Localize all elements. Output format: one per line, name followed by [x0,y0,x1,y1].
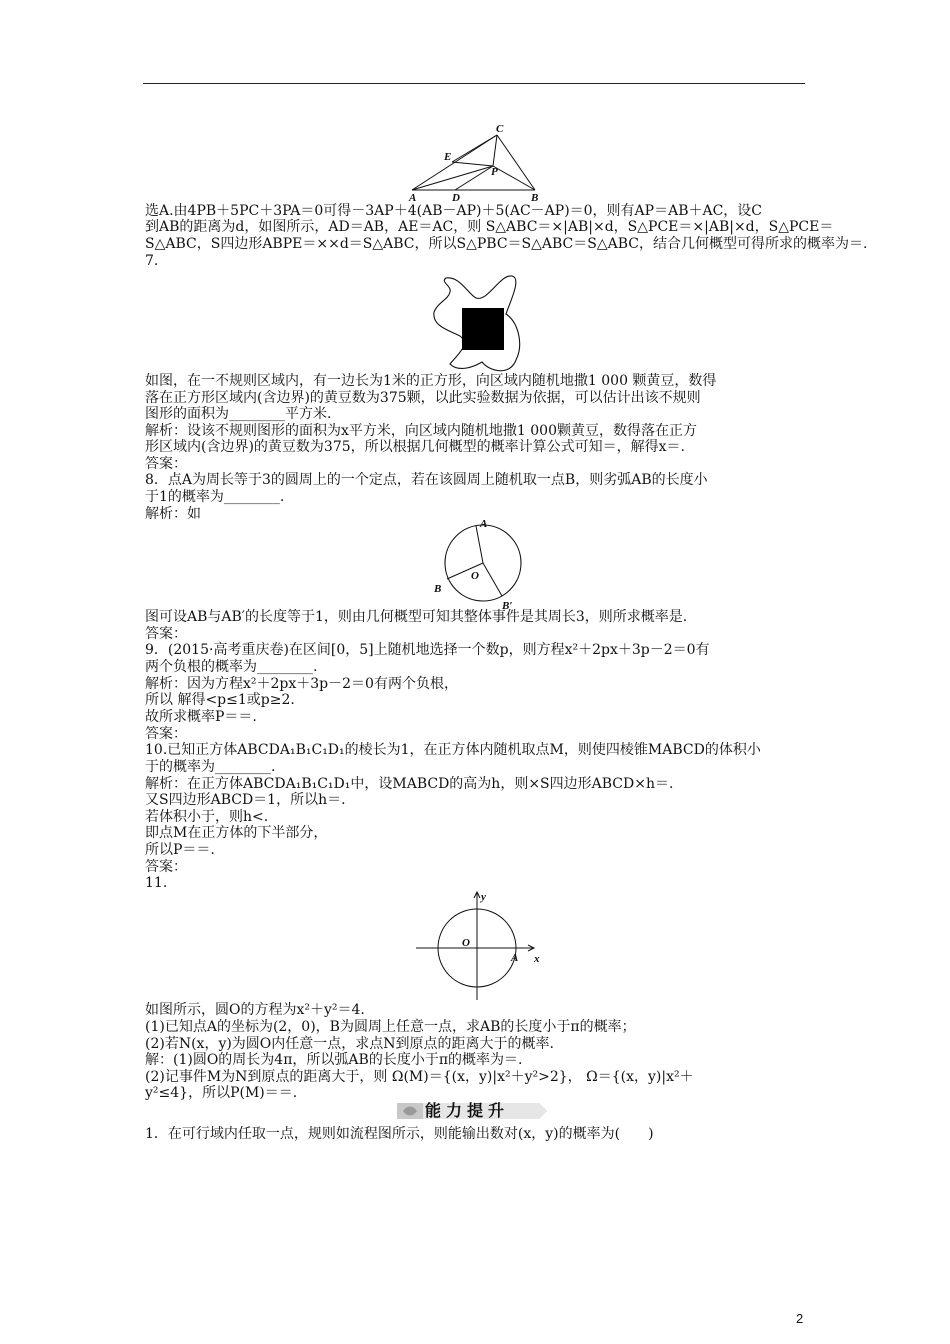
text-line: 1．在可行域内任取一点，规则如流程图所示，则能输出数对(x，y)的概率为( ) [145,1126,654,1142]
circle8-label-b: B [434,583,442,595]
text-line: y²≤4}，所以P(M)＝＝. [145,1085,298,1101]
circle8-label-b-prime: B′ [502,600,513,612]
circle11-label-o: O [462,937,470,949]
text-line: 如图所示，圆O的方程为x²＋y²＝4. [145,1002,365,1018]
text-line: (2)记事件M为N到原点的距离大于，则 Ω(M)＝{(x，y)|x²＋y²>2}， Ω＝{(x，y)|x²＋ [145,1069,694,1085]
text-line: 于1的概率为________. [145,489,285,505]
text-line: 若体积小于，则h<. [145,809,269,825]
circle8-label-o: O [471,570,479,582]
text-line: 解析：设该不规则图形的面积为x平方米，向区域内随机地撒1 000颗黄豆，数得落在正方 [145,423,697,439]
circle11-label-a: A [511,952,519,964]
text-line: 解析：如 [145,506,201,522]
text-line: 故所求概率P＝＝. [145,709,257,725]
text-line: 如图，在一不规则区域内，有一边长为1米的正方形，向区域内随机地撒1 000 颗黄豆，数得 [145,373,717,389]
triangle-label-c: C [496,123,504,135]
text-line: 解：(1)圆O的周长为4π，所以弧AB的长度小于π的概率为＝. [145,1052,523,1068]
text-line: (1)已知点A的坐标为(2，0)，B为圆周上任意一点，求AB的长度小于π的概率； [145,1019,636,1035]
circle-axes-figure-problem-11 [410,888,545,1003]
text-line: 图可设AB与AB′的长度等于1，则由几何概型可知其整体事件是其周长3，则所求概率是. [145,609,688,625]
text-line: 解析：在正方体ABCDA₁B₁C₁D₁中，设MABCD的高为h，则×S四边形ABCD×h＝. [145,776,674,792]
triangle-figure [400,122,550,204]
problem-number: 11. [145,875,168,891]
text-line: (2)若N(x，y)为圆O内任意一点，求点N到原点的距离大于的概率. [145,1036,554,1052]
answer-label: 答案： [145,456,187,472]
text-line: 9．(2015·高考重庆卷)在区间[0，5]上随机地选择一个数p，则方程x²＋2px＋3p－2＝0有 [145,642,710,658]
problem-number: 7. [145,253,159,269]
circle-figure-problem-8 [425,516,535,614]
text-line: 又S四边形ABCD＝1，所以h＝. [145,792,346,808]
triangle-label-d: D [452,192,460,204]
circle8-label-a: A [480,518,488,530]
text-line: 即点M在正方体的下半部分， [145,825,328,841]
text-line: 所以P＝＝. [145,842,215,858]
text-line: 8．点A为周长等于3的圆周上的一个定点，若在该圆周上随机取一点B，则劣弧AB的长度小 [145,472,708,488]
text-line: 到AB的距离为d，如图所示，AD＝AB，AE＝AC，则 S△ABC＝×|AB|×d，S△PCE＝×|AB|×d，S△PCE＝ [145,219,834,235]
answer-label: 答案： [145,726,187,742]
answer-label: 答案： [145,626,187,642]
section-title: 能力提升 [425,1101,510,1120]
text-line: 选A.由4PB＋5PC＋3PA＝0可得－3AP＋4(AB－AP)＋5(AC－AP)＝0，则有AP＝AB＋AC，设C [145,203,763,219]
triangle-label-b: B [531,192,539,204]
header-rule [143,83,805,84]
text-line: 两个负根的概率为________. [145,659,318,675]
irregular-region-figure [430,272,530,380]
text-line: 所以 解得<p≤1或p≥2. [145,692,295,708]
text-line: 10.已知正方体ABCDA₁B₁C₁D₁的棱长为1，在正方体内随机取点M，则使四棱锥MABCD的体积小 [145,742,761,758]
page-number: 2 [796,1311,804,1326]
text-line: 图形的面积为________平方米. [145,406,332,422]
text-line: 落在正方形区域内(含边界)的黄豆数为375颗，以此实验数据为依据，可以估计出该不规则 [145,390,701,406]
text-line: S△ABC，S四边形ABPE＝××d＝S△ABC，所以S△PBC＝S△ABC＝S△ABC，结合几何概型可得所求的概率为＝. [145,236,868,252]
triangle-label-p: P [491,166,498,178]
answer-label: 答案： [145,859,187,875]
triangle-label-e: E [444,151,452,163]
text-line: 形区域内(含边界)的黄豆数为375，所以根据几何概型的概率计算公式可知＝，解得x＝. [145,439,685,455]
circle11-label-x: x [534,953,540,965]
circle11-label-y: y [481,891,486,903]
text-line: 于的概率为________. [145,759,276,775]
text-line: 解析：因为方程x²＋2px＋3p－2＝0有两个负根， [145,676,458,692]
triangle-label-a: A [409,192,417,204]
